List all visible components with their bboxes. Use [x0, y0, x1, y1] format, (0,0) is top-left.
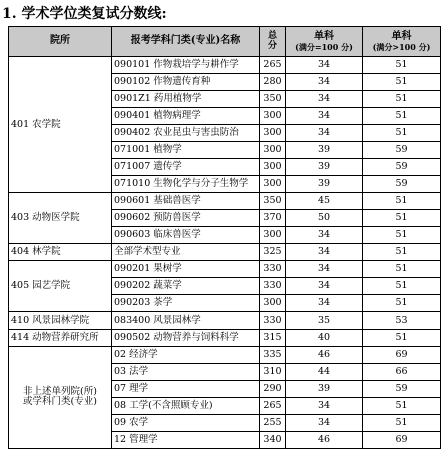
single-over100-cell: 51: [363, 125, 441, 142]
single-100-cell: 35: [286, 312, 363, 329]
total-cell: 350: [260, 193, 286, 210]
header-single-100-line1: 单科: [314, 31, 334, 43]
major-cell: 071007 遗传学: [112, 159, 260, 176]
total-cell: 335: [260, 346, 286, 363]
single-over100-cell: 51: [363, 227, 441, 244]
major-cell: 07 理学: [112, 380, 260, 397]
single-100-cell: 40: [286, 329, 363, 346]
single-over100-cell: 59: [363, 176, 441, 193]
total-cell: 300: [260, 159, 286, 176]
single-over100-cell: 51: [363, 244, 441, 261]
major-cell: 090203 茶学: [112, 295, 260, 312]
header-total-line1: 总: [267, 31, 277, 42]
college-line1: 非上述单列院(所): [23, 386, 97, 398]
major-cell: 090401 植物病理学: [112, 108, 260, 125]
single-over100-cell: 59: [363, 380, 441, 397]
major-cell: 071001 植物学: [112, 142, 260, 159]
single-100-cell: 34: [286, 91, 363, 108]
single-100-cell: 34: [286, 261, 363, 278]
total-cell: 330: [260, 261, 286, 278]
major-cell: 全部学术型专业: [112, 244, 260, 261]
table-row: [9, 329, 441, 346]
major-cell: 090202 蔬菜学: [112, 278, 260, 295]
single-100-cell: 39: [286, 142, 363, 159]
header-single-over100-line2: (满分>100 分): [372, 41, 431, 52]
major-cell: 090601 基础兽医学: [112, 193, 260, 210]
total-cell: 300: [260, 108, 286, 125]
major-cell: 08 工学(不含照顾专业): [112, 397, 260, 414]
single-100-cell: 39: [286, 159, 363, 176]
college-line2: 或学科门类(专业): [23, 396, 97, 408]
single-over100-cell: 51: [363, 108, 441, 125]
major-cell: 09 农学: [112, 414, 260, 431]
major-cell: 083400 风景园林学: [112, 312, 260, 329]
total-cell: 265: [260, 57, 286, 74]
table-row: [9, 193, 441, 210]
total-cell: 310: [260, 363, 286, 380]
single-100-cell: 44: [286, 363, 363, 380]
table-row: [9, 312, 441, 329]
college-cell: 403 动物医学院: [9, 193, 112, 244]
table-row: [9, 261, 441, 278]
college-cell: 404 林学院: [9, 244, 112, 261]
total-cell: 325: [260, 244, 286, 261]
single-over100-cell: 66: [363, 363, 441, 380]
major-cell: 090402 农业昆虫与害虫防治: [112, 125, 260, 142]
major-cell: 090201 果树学: [112, 261, 260, 278]
header-college: 院所: [9, 27, 112, 57]
header-major: 报考学科门类(专业)名称: [112, 27, 260, 57]
single-over100-cell: 51: [363, 295, 441, 312]
single-over100-cell: 59: [363, 159, 441, 176]
major-cell: 090502 动物营养与饲料科学: [112, 329, 260, 346]
single-over100-cell: 69: [363, 346, 441, 363]
single-over100-cell: 51: [363, 329, 441, 346]
single-over100-cell: 59: [363, 142, 441, 159]
header-single-over100: [363, 27, 441, 57]
header-total-line2: 分: [267, 40, 277, 51]
single-100-cell: 39: [286, 380, 363, 397]
single-over100-cell: 51: [363, 91, 441, 108]
single-over100-cell: 51: [363, 414, 441, 431]
total-cell: 350: [260, 91, 286, 108]
single-100-cell: 34: [286, 414, 363, 431]
major-cell: 02 经济学: [112, 346, 260, 363]
total-cell: 300: [260, 142, 286, 159]
header-single-100: [286, 27, 363, 57]
single-100-cell: 34: [286, 295, 363, 312]
single-100-cell: 34: [286, 108, 363, 125]
single-100-cell: 46: [286, 431, 363, 448]
single-100-cell: 34: [286, 74, 363, 91]
table-header-row: [9, 27, 441, 57]
single-100-cell: 46: [286, 346, 363, 363]
college-cell: 410 风景园林学院: [9, 312, 112, 329]
single-100-cell: 39: [286, 176, 363, 193]
college-cell: 414 动物营养研究所: [9, 329, 112, 346]
total-cell: 300: [260, 295, 286, 312]
single-over100-cell: 51: [363, 210, 441, 227]
table-row: [9, 57, 441, 74]
single-over100-cell: 51: [363, 74, 441, 91]
single-100-cell: 45: [286, 193, 363, 210]
major-cell: 090603 临床兽医学: [112, 227, 260, 244]
header-total: [260, 27, 286, 57]
single-over100-cell: 53: [363, 312, 441, 329]
score-table: [8, 26, 441, 449]
single-over100-cell: 69: [363, 431, 441, 448]
single-over100-cell: 51: [363, 261, 441, 278]
major-cell: 071010 生物化学与分子生物学: [112, 176, 260, 193]
total-cell: 330: [260, 278, 286, 295]
total-cell: 265: [260, 397, 286, 414]
total-cell: 300: [260, 125, 286, 142]
college-cell: [9, 346, 112, 448]
single-over100-cell: 51: [363, 57, 441, 74]
table-row: [9, 346, 441, 363]
total-cell: 280: [260, 74, 286, 91]
total-cell: 340: [260, 431, 286, 448]
header-single-over100-line1: 单科: [391, 31, 412, 43]
single-over100-cell: 51: [363, 193, 441, 210]
major-cell: 0901Z1 药用植物学: [112, 91, 260, 108]
total-cell: 300: [260, 176, 286, 193]
single-100-cell: 34: [286, 278, 363, 295]
header-single-100-line2: (满分=100 分): [295, 41, 353, 52]
major-cell: 090101 作物栽培学与耕作学: [112, 57, 260, 74]
major-cell: 03 法学: [112, 363, 260, 380]
major-cell: 090602 预防兽医学: [112, 210, 260, 227]
total-cell: 370: [260, 210, 286, 227]
single-over100-cell: 51: [363, 397, 441, 414]
major-cell: 090102 作物遗传育种: [112, 74, 260, 91]
single-over100-cell: 51: [363, 278, 441, 295]
table-row: [9, 244, 441, 261]
total-cell: 315: [260, 329, 286, 346]
single-100-cell: 34: [286, 397, 363, 414]
total-cell: 300: [260, 227, 286, 244]
single-100-cell: 34: [286, 227, 363, 244]
single-100-cell: 50: [286, 210, 363, 227]
major-cell: 12 管理学: [112, 431, 260, 448]
page-title: 1. 学术学位类复试分数线:: [2, 6, 167, 22]
total-cell: 290: [260, 380, 286, 397]
total-cell: 330: [260, 312, 286, 329]
single-100-cell: 34: [286, 244, 363, 261]
college-cell: 405 园艺学院: [9, 261, 112, 312]
single-100-cell: 34: [286, 125, 363, 142]
single-100-cell: 34: [286, 57, 363, 74]
college-cell: 401 农学院: [9, 57, 112, 193]
total-cell: 255: [260, 414, 286, 431]
